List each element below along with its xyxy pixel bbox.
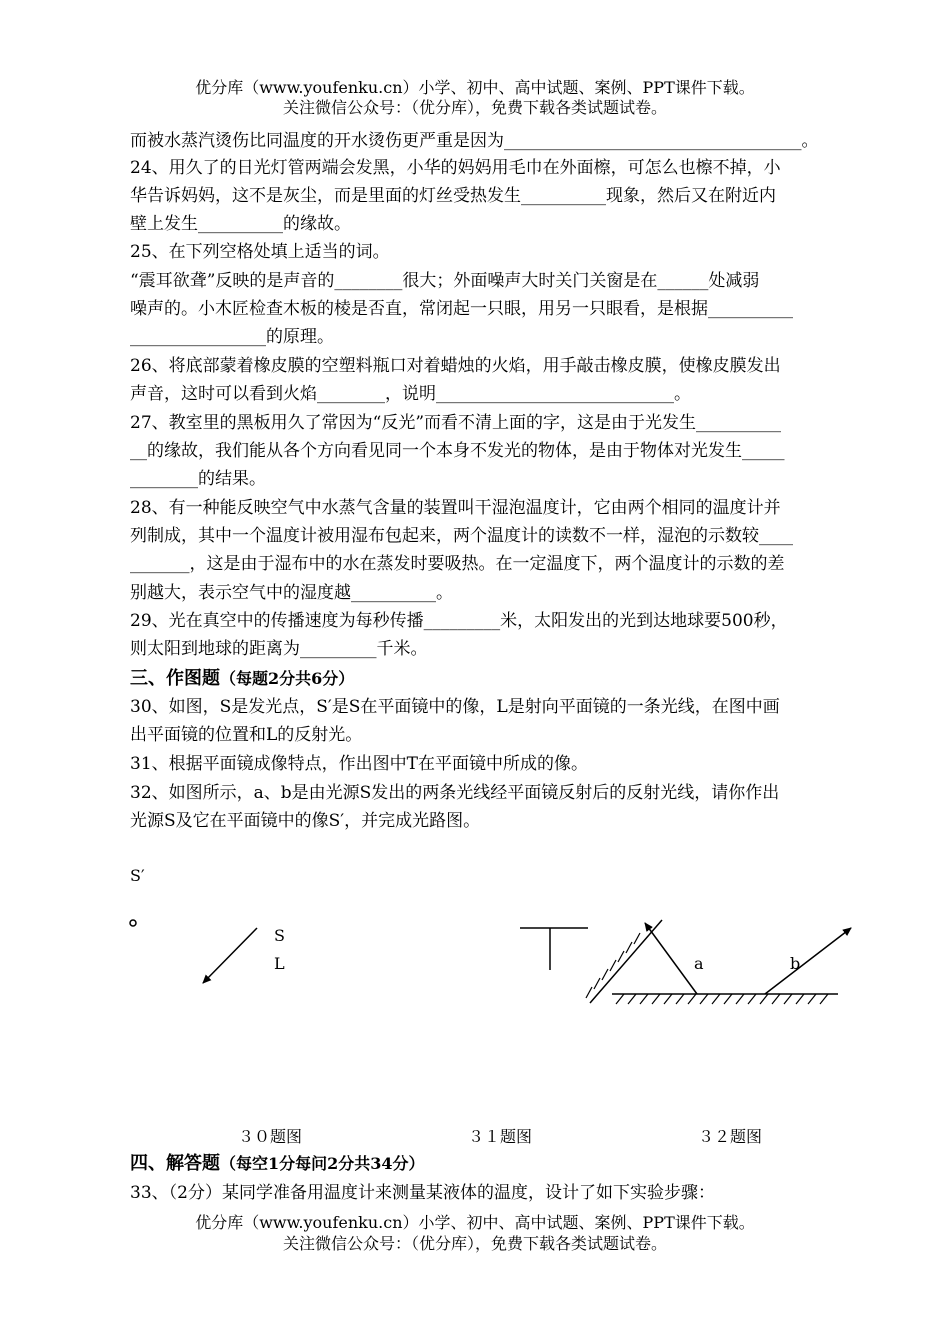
footer-line-2: 关注微信公众号：（优分库），免费下载各类试题试卷。 <box>282 1234 667 1253</box>
text-line: 华告诉妈妈，这不是灰尘，而是里面的灯丝受热发生__________现象，然后又在附近内 <box>130 186 776 206</box>
section-4-heading <box>130 1152 425 1176</box>
section-3-subtitle: （每题2分共6分） <box>220 669 355 688</box>
text-line: “震耳欲聋”反映的是声音的________很大；外面噪声大时关门关窗是在______处减弱 <box>130 271 760 291</box>
text-line: 声音，这时可以看到火焰________，说明____________________________。 <box>130 384 691 404</box>
text-line: 27、教室里的黑板用久了常因为“反光”而看不清上面的字，这是由于光发生__________ <box>130 413 782 433</box>
text-line: 31、根据平面镜成像特点，作出图中T在平面镜中所成的像。 <box>130 754 588 774</box>
horizontal-mirror <box>612 994 838 1004</box>
object-t <box>520 928 588 970</box>
header-line-1: 优分库（www.youfenku.cn）小学、初中、高中试题、案例、PPT课件下载。 <box>195 78 755 97</box>
label-l: L <box>274 954 285 973</box>
ray-a <box>645 923 697 994</box>
text-line: 30、如图，S是发光点，S′是S在平面镜中的像，L是射向平面镜的一条光线，在图中画 <box>130 697 780 717</box>
caption-fig-32: ３２题图 <box>698 1127 763 1146</box>
s-prime-point <box>130 920 136 926</box>
label-b: b <box>790 954 801 973</box>
inclined-mirror <box>586 920 662 1003</box>
text-line: 噪声的。小木匠检查木板的棱是否直，常闭起一只眼，用另一只眼看，是根据__________ <box>130 299 793 319</box>
label-s: S <box>274 926 285 945</box>
text-line: 24、用久了的日光灯管两端会发黑，小华的妈妈用毛巾在外面檫，可怎么也檫不掉，小 <box>130 158 781 178</box>
section-4-subtitle: （每空1分每问2分共34分） <box>220 1154 425 1173</box>
light-ray-l <box>203 928 257 983</box>
text-line: 32、如图所示，a、b是由光源S发出的两条光线经平面镜反射后的反射光线，请你作出 <box>130 783 780 803</box>
caption-fig-30: ３０题图 <box>238 1127 303 1146</box>
text-line: _______，这是由于湿布中的水在蒸发时要吸热。在一定温度下，两个温度计的示数的差 <box>130 554 785 574</box>
ray-b <box>765 928 851 994</box>
text-line: 则太阳到地球的距离为_________千米。 <box>130 639 428 659</box>
text-line: __的缘故，我们能从各个方向看见同一个本身不发光的物体，是由于物体对光发生_____ <box>130 441 785 461</box>
section-3-title: 三、作图题 <box>130 668 220 689</box>
text-line: ________的结果。 <box>130 469 266 489</box>
label-a: a <box>694 954 704 973</box>
text-line: 壁上发生__________的缘故。 <box>130 214 351 234</box>
text-line: ________________的原理。 <box>130 327 334 347</box>
text-line: 出平面镜的位置和L的反射光。 <box>130 725 363 745</box>
text-line: 列制成，其中一个温度计被用湿布包起来，两个温度计的读数不一样，湿泡的示数较____ <box>130 526 793 546</box>
caption-fig-31: ３１题图 <box>468 1127 533 1146</box>
header-line-2: 关注微信公众号：（优分库），免费下载各类试题试卷。 <box>282 98 667 117</box>
text-line: 光源S及它在平面镜中的像S′，并完成光路图。 <box>130 811 481 831</box>
text-line: 28、有一种能反映空气中水蒸气含量的装置叫干湿泡温度计，它由两个相同的温度计并 <box>130 498 781 518</box>
text-line: 而被水蒸汽烫伤比同温度的开水烫伤更严重是因为___________________________________。 <box>130 131 819 151</box>
footer-line-1: 优分库（www.youfenku.cn）小学、初中、高中试题、案例、PPT课件下载。 <box>195 1213 755 1232</box>
section-4-title: 四、解答题 <box>130 1153 220 1174</box>
text-line: 26、将底部蒙着橡皮膜的空塑料瓶口对着蜡烛的火焰，用手敲击橡皮膜，使橡皮膜发出 <box>130 356 781 376</box>
text-line: 29、光在真空中的传播速度为每秒传播_________米，太阳发出的光到达地球要500秒， <box>130 611 788 631</box>
question-33: 33、（2分）某同学准备用温度计来测量某液体的温度，设计了如下实验步骤： <box>130 1183 715 1203</box>
text-line: 25、在下列空格处填上适当的词。 <box>130 242 390 262</box>
text-line: 别越大，表示空气中的湿度越__________。 <box>130 583 453 603</box>
label-s-prime: S′ <box>130 866 145 885</box>
